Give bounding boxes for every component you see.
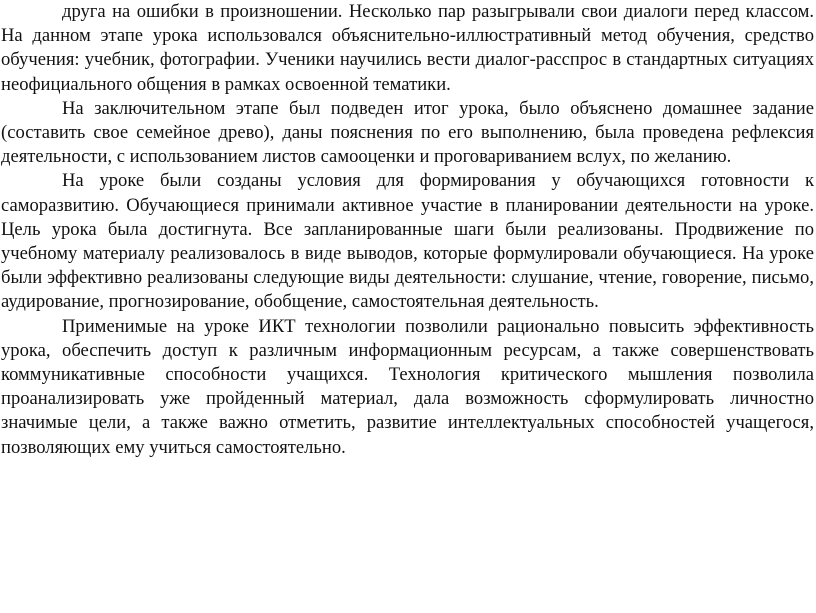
paragraph-lesson-dialogues: друга на ошибки в произношении. Несколько пар разыгрывали свои диалоги перед классом. На данном этапе урока использовался объяснительно-иллюстративный метод обучения, средство обучения: учебник, фотографии. Ученики научились вести диалог-расспрос в стандартных ситуациях неофициального общения в рамках освоенной тематики.: [1, 1, 814, 95]
paragraph-ict-technologies: Применимые на уроке ИКТ технологии позволили рационально повысить эффективность урока, обеспечить доступ к различным информационным ресурсам, а также совершенствовать коммуникативные способности учащихся. Технология критического мышления позволила проанализировать уже пройденный материал, дала возможность сформулировать личностно значимые цели, а также важно отметить, развитие интеллектуальных способностей учащегося, позволяющих ему учиться самостоятельно.: [1, 315, 814, 458]
paragraph-lesson-conditions: На уроке были созданы условия для формирования у обучающихся готовности к саморазвитию. Обучающиеся принимали активное участие в планировании деятельности на уроке. Цель урока была достигнута. Все запланированные шаги были реализованы. Продвижение по учебному материалу реализовалось в виде выводов, которые формулировали обучающиеся. На уроке были эффективно реализованы следующие виды деятельности: слушание, чтение, говорение, письмо, аудирование, прогнозирование, обобщение, самостоятельная деятельность.: [1, 170, 814, 313]
paragraph-lesson-conclusion: На заключительном этапе был подведен итог урока, было объяснено домашнее задание (составить свое семейное древо), даны пояснения по его выполнению, была проведена рефлексия деятельности, с использованием листов самооценки и проговариванием вслух, по желанию.: [1, 97, 814, 168]
